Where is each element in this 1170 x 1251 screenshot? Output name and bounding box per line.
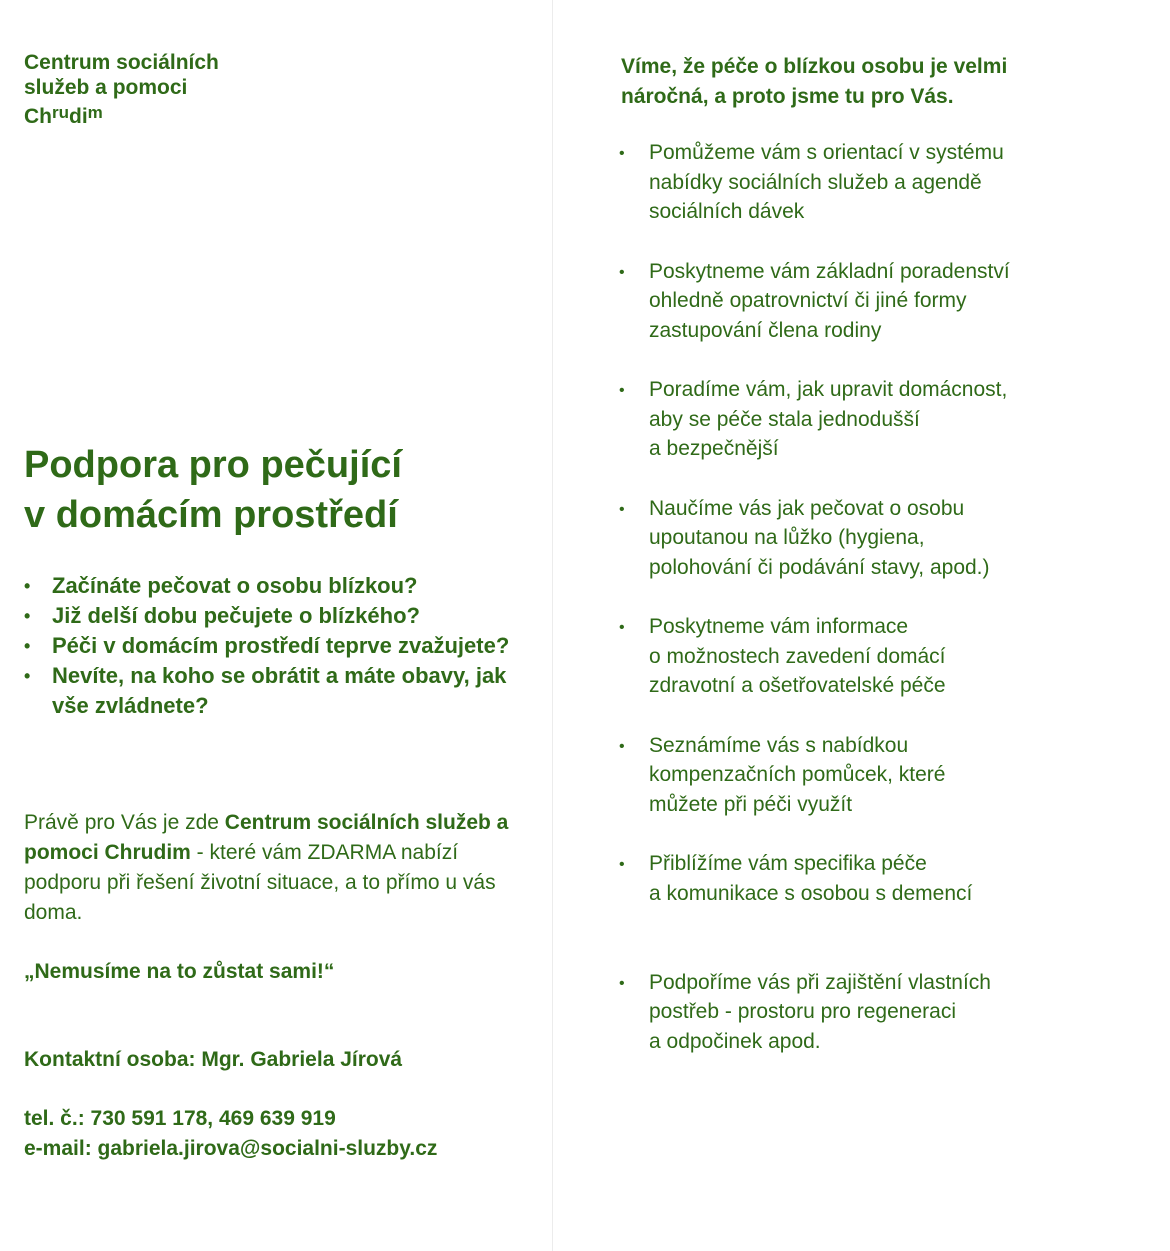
contact-person: Kontaktní osoba: Mgr. Gabriela Jírová	[24, 1048, 403, 1071]
org-name-line: Centrum sociálních	[24, 51, 219, 74]
intro-paragraph: Právě pro Vás je zde Centrum sociálních služeb a pomoci Chrudim - které vám ZDARMA nabízí podporu při řešení životní situace, a to přímo u vás doma.	[24, 811, 509, 924]
org-name-line: služeb a pomoci	[24, 76, 188, 99]
question-item: • Nevíte, na koho se obrátit a máte obavy, jak vše zvládnete?	[24, 661, 544, 721]
org-name-emphasis: Centrum sociálních služeb a pomoci Chrudim	[24, 811, 509, 864]
org-city-logotype: $Ch^{ru}di^m$	[24, 103, 103, 128]
question-list	[24, 571, 544, 721]
left-panel	[24, 50, 544, 1160]
phone-numbers: tel. č.: 730 591 178, 469 639 919	[24, 1107, 336, 1130]
service-item: • Poskytneme vám základní poradenství ohledně opatrovnictví či jiné formy zastupování člena rodiny	[621, 257, 1121, 376]
organization-name	[24, 50, 544, 129]
service-item: • Poradíme vám, jak upravit domácnost, aby se péče stala jednodušší a bezpečnější	[621, 375, 1121, 494]
question-item: • Již delší dobu pečujete o blízkého?	[24, 601, 544, 631]
motto: „Nemusíme na to zůstat sami!“	[24, 960, 335, 983]
page-title	[24, 440, 402, 540]
page-fold-line	[552, 0, 553, 1251]
service-item: • Seznámíme vás s nabídkou kompenzačních pomůcek, které můžete při péči využít	[621, 731, 1121, 850]
service-item: • Podpoříme vás při zajištění vlastních postřeb - prostoru pro regeneraci a odpočinek apod.	[621, 968, 1121, 1087]
service-item: • Poskytneme vám informace o možnostech zavedení domácí zdravotní a ošetřovatelské péče	[621, 612, 1121, 731]
service-item: • Pomůžeme vám s orientací v systému nabídky sociálních služeb a agendě sociálních dávek	[621, 138, 1121, 257]
title-line: Podpora pro pečující	[24, 444, 402, 486]
service-item: • Přiblížíme vám specifika péče a komunikace s osobou s demencí	[621, 849, 1121, 968]
email-address: e-mail: gabriela.jirova@socialni-sluzby.cz	[24, 1137, 438, 1160]
services-list	[621, 138, 1121, 1086]
question-item: • Péči v domácím prostředí teprve zvažujete?	[24, 631, 544, 661]
right-panel	[621, 52, 1141, 1053]
title-line: v domácím prostředí	[24, 494, 398, 536]
services-heading: Víme, že péče o blízkou osobu je velmi náročná, a proto jsme tu pro Vás.	[621, 55, 1008, 108]
service-item: • Naučíme vás jak pečovat o osobu upoutanou na lůžko (hygiena, polohování či podávání stavy, apod.)	[621, 494, 1121, 613]
question-item: • Začínáte pečovat o osobu blízkou?	[24, 571, 544, 601]
